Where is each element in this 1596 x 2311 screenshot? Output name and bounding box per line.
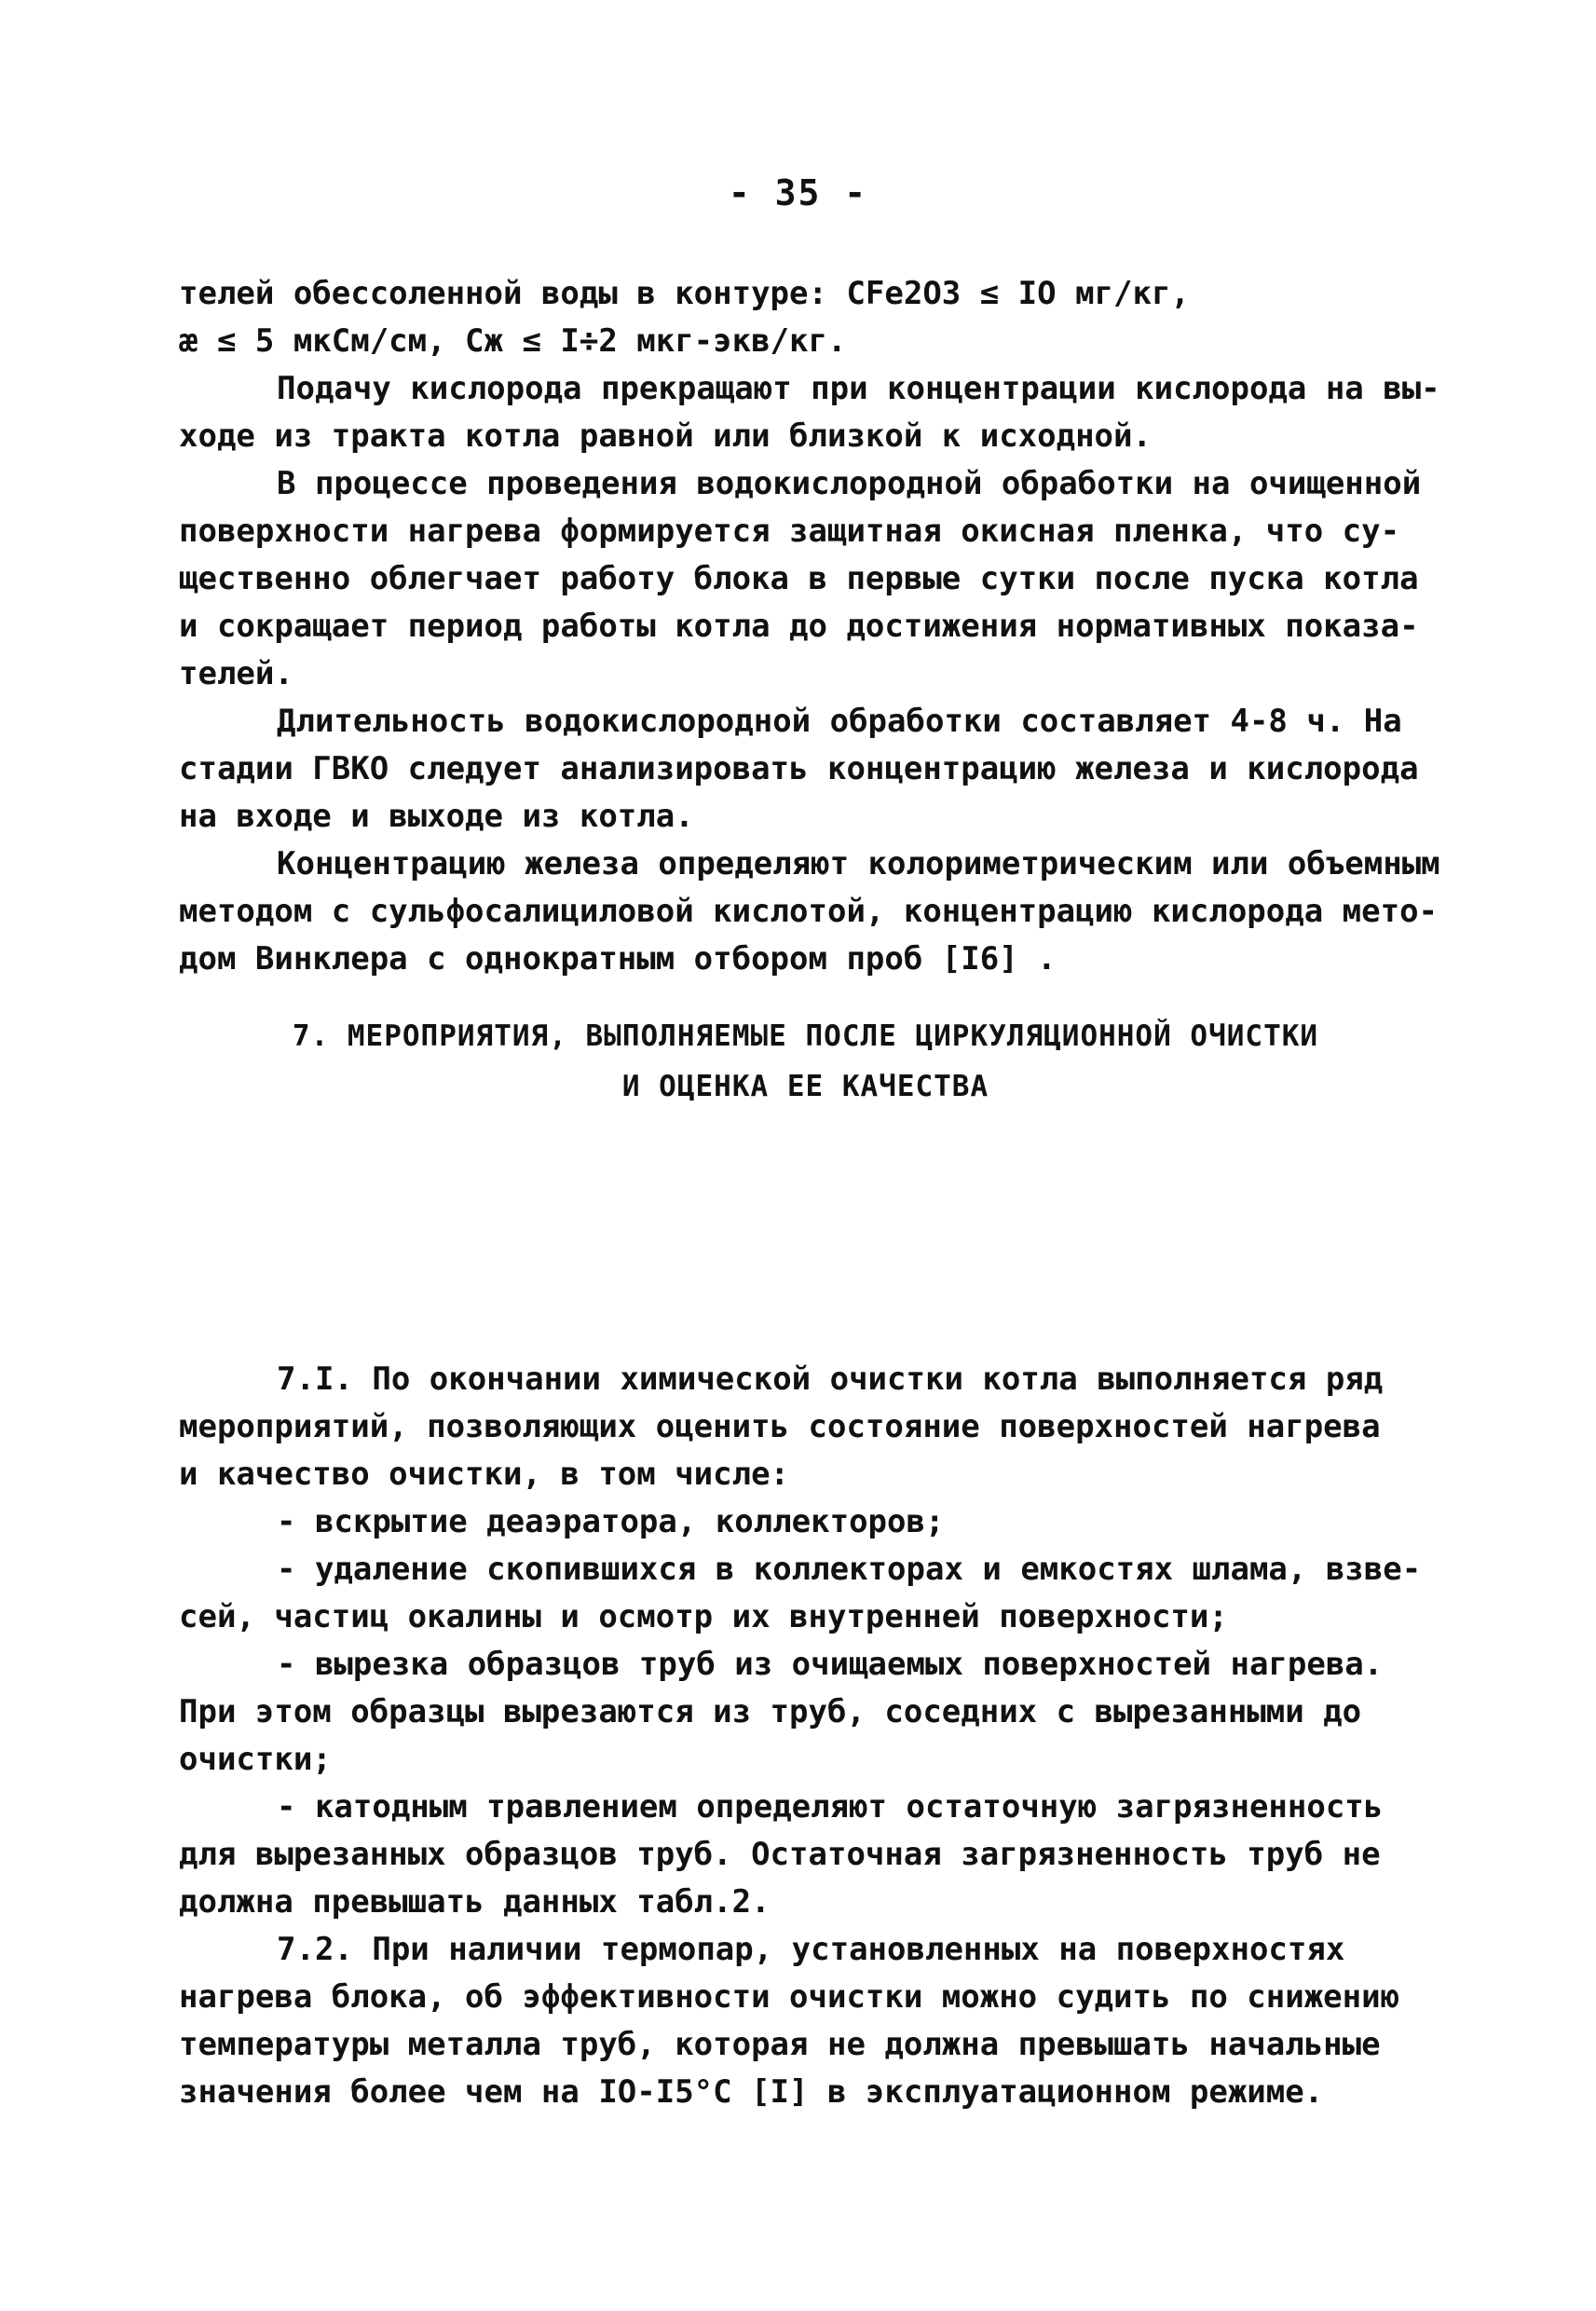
- paragraph-line: значения более чем на IO-I5°C [I] в эксплуатационном режиме.: [179, 2073, 1324, 2111]
- intro-line-2: æ ≤ 5 мкСм/см, Cж ≤ I÷2 мкг-экв/кг.: [179, 322, 847, 360]
- paragraph-line: дом Винклера с однократным отбором проб [I6] .: [179, 940, 1057, 978]
- paragraph-line: ходе из тракта котла равной или близкой к исходной.: [179, 417, 1152, 455]
- paragraph-line: методом с сульфосалициловой кислотой, концентрацию кислорода мето-: [179, 893, 1439, 930]
- paragraph-line: поверхности нагрева формируется защитная окисная пленка, что су-: [179, 513, 1400, 550]
- paragraph-line: телей.: [179, 655, 293, 692]
- paragraph-line: нагрева блока, об эффективности очистки можно судить по снижению: [179, 1978, 1400, 2016]
- section-heading-line-1: 7. МЕРОПРИЯТИЯ, ВЫПОЛНЯЕМЫЕ ПОСЛЕ ЦИРКУЛЯЦИОННОЙ ОЧИСТКИ: [292, 1019, 1319, 1053]
- paragraph-line: должна превышать данных табл.2.: [179, 1883, 771, 1921]
- paragraph-line: Длительность водокислородной обработки составляет 4-8 ч. На: [277, 703, 1402, 740]
- paragraph-line: на входе и выходе из котла.: [179, 798, 694, 835]
- text-block-top: [179, 270, 1440, 983]
- paragraph-line: сей, частиц окалины и осмотр их внутренней поверхности;: [179, 1598, 1228, 1635]
- paragraph-line: и сокращает период работы котла до достижения нормативных показа-: [179, 608, 1419, 645]
- paragraph-line: мероприятий, позволяющих оценить состояние поверхностей нагрева: [179, 1408, 1381, 1445]
- paragraph-line: 7.I. По окончании химической очистки котла выполняется ряд: [277, 1361, 1384, 1398]
- paragraph-line: 7.2. При наличии термопар, установленных на поверхностях: [277, 1931, 1345, 1968]
- list-item: - вскрытие деаэратора, коллекторов;: [277, 1503, 945, 1540]
- intro-line-1: телей обессоленной воды в контуре: CFe2O3 ≤ IO мг/кг,: [179, 275, 1190, 312]
- section-heading-line-2: И ОЦЕНКА ЕЕ КАЧЕСТВА: [621, 1070, 989, 1103]
- paragraph-line: стадии ГВКО следует анализировать концентрацию железа и кислорода: [179, 750, 1419, 787]
- paragraph-line: Подачу кислорода прекращают при концентрации кислорода на вы-: [277, 370, 1440, 407]
- list-item: - удаление скопившихся в коллекторах и емкостях шлама, взве-: [277, 1551, 1422, 1588]
- paragraph-line: щественно облегчает работу блока в первые сутки после пуска котла: [179, 560, 1419, 597]
- list-item: - катодным травлением определяют остаточную загрязненность: [277, 1788, 1384, 1826]
- paragraph-line: для вырезанных образцов труб. Остаточная загрязненность труб не: [179, 1836, 1381, 1873]
- paragraph-line: температуры металла труб, которая не должна превышать начальные: [179, 2026, 1381, 2063]
- paragraph-line: В процессе проведения водокислородной обработки на очищенной: [277, 465, 1422, 502]
- text-block-section: [179, 1356, 1432, 2116]
- section-heading: [179, 1011, 1432, 1112]
- paragraph-line: Концентрацию железа определяют колориметрическим или объемным: [277, 845, 1440, 882]
- paragraph-line: При этом образцы вырезаются из труб, соседних с вырезанными до: [179, 1693, 1362, 1730]
- paragraph-line: очистки;: [179, 1741, 332, 1778]
- page-number: - 35 -: [728, 172, 868, 213]
- paragraph-line: и качество очистки, в том числе:: [179, 1456, 790, 1493]
- list-item: - вырезка образцов труб из очищаемых поверхностей нагрева.: [277, 1646, 1384, 1683]
